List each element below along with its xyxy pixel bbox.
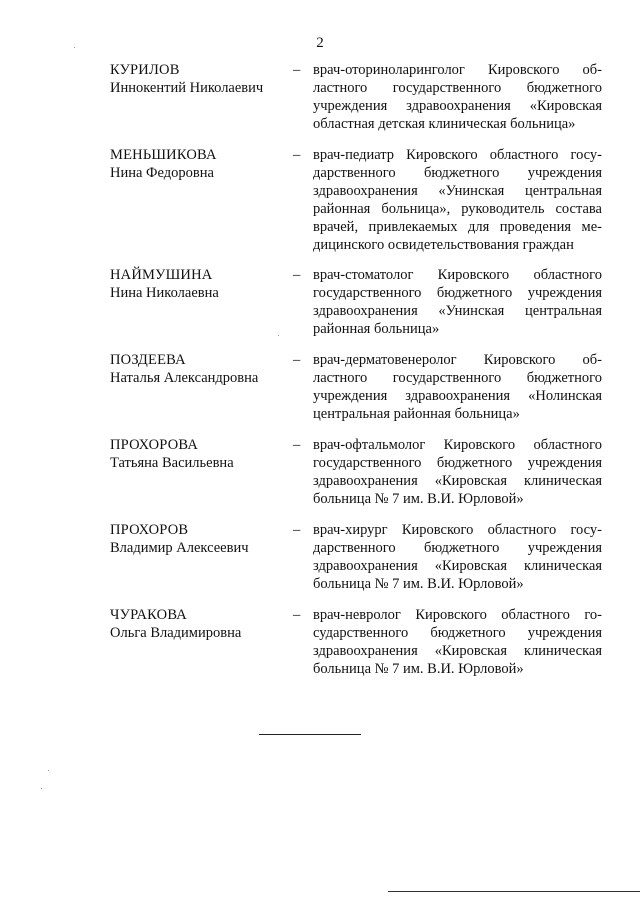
member-name [110,61,290,97]
position-line: врач-дерматовенеролог Кировского об- [313,352,602,368]
entry-dash: – [293,147,301,163]
scan-speck [41,788,42,789]
member-surname: НАЙМУШИНА [110,267,213,283]
position-line: центральная районная больница» [313,406,520,422]
member-name [110,521,290,557]
member-name [110,351,290,387]
member-given-name: Ольга Владимировна [110,625,242,641]
position-line: областная детская клиническая больница» [313,116,576,132]
member-position [313,436,602,508]
member-position [313,351,602,423]
end-divider [259,734,361,735]
entry-dash: – [293,437,301,453]
member-position [313,61,602,133]
entry-dash: – [293,352,301,368]
scan-speck [278,335,279,336]
position-line: дарственного бюджетного учреждения [313,540,602,556]
position-line: здравоохранения «Унинская центральная [313,303,602,319]
position-line: больница № 7 им. В.И. Юрловой» [313,576,524,592]
member-given-name: Владимир Алексеевич [110,540,249,556]
entry-dash: – [293,522,301,538]
position-line: здравоохранения «Кировская клиническая [313,643,602,659]
member-position [313,146,602,254]
position-line: дарственного бюджетного учреждения [313,165,602,181]
member-given-name: Нина Федоровна [110,165,214,181]
member-surname: ПОЗДЕЕВА [110,352,186,368]
position-line: учреждения здравоохранения «Нолинская [313,388,602,404]
position-line: врач-оториноларинголог Кировского об- [313,62,602,78]
position-line: здравоохранения «Кировская клиническая [313,558,602,574]
position-line: государственного бюджетного учреждения [313,285,602,301]
position-line: врач-невролог Кировского областного го- [313,607,602,623]
position-line: ластного государственного бюджетного [313,80,602,96]
position-line: врач-хирург Кировского областного госу- [313,522,602,538]
position-line: дицинского освидетельствования граждан [313,237,574,253]
member-position [313,521,602,593]
member-surname: ЧУРАКОВА [110,607,187,623]
member-surname: КУРИЛОВ [110,62,180,78]
member-name [110,436,290,472]
scan-speck [48,770,49,771]
scan-speck [74,47,75,48]
position-line: районная больница» [313,321,440,337]
position-line: врач-стоматолог Кировского областного [313,267,602,283]
member-given-name: Наталья Александровна [110,370,259,386]
member-position [313,606,602,678]
footer-rule [388,891,640,892]
position-line: ластного государственного бюджетного [313,370,602,386]
position-line: больница № 7 им. В.И. Юрловой» [313,491,524,507]
member-surname: ПРОХОРОВ [110,522,189,538]
page-number: 2 [316,35,324,51]
position-line: здравоохранения «Кировская клиническая [313,473,602,489]
entry-dash: – [293,62,301,78]
member-name [110,266,290,302]
entry-dash: – [293,607,301,623]
position-line: больница № 7 им. В.И. Юрловой» [313,661,524,677]
position-line: государственного бюджетного учреждения [313,455,602,471]
position-line: врач-педиатр Кировского областного госу- [313,147,602,163]
entry-dash: – [293,267,301,283]
member-position [313,266,602,338]
member-surname: МЕНЬШИКОВА [110,147,217,163]
member-given-name: Нина Николаевна [110,285,219,301]
member-given-name: Татьяна Васильевна [110,455,234,471]
member-surname: ПРОХОРОВА [110,437,198,453]
position-line: здравоохранения «Унинская центральная [313,183,602,199]
position-line: врач-офтальмолог Кировского областного [313,437,602,453]
position-line: районная больница», руководитель состава [313,201,602,217]
member-name [110,146,290,182]
position-line: учреждения здравоохранения «Кировская [313,98,602,114]
member-given-name: Иннокентий Николаевич [110,80,264,96]
position-line: врачей, привлекаемых для проведения ме- [313,219,602,235]
position-line: сударственного бюджетного учреждения [313,625,602,641]
member-name [110,606,290,642]
